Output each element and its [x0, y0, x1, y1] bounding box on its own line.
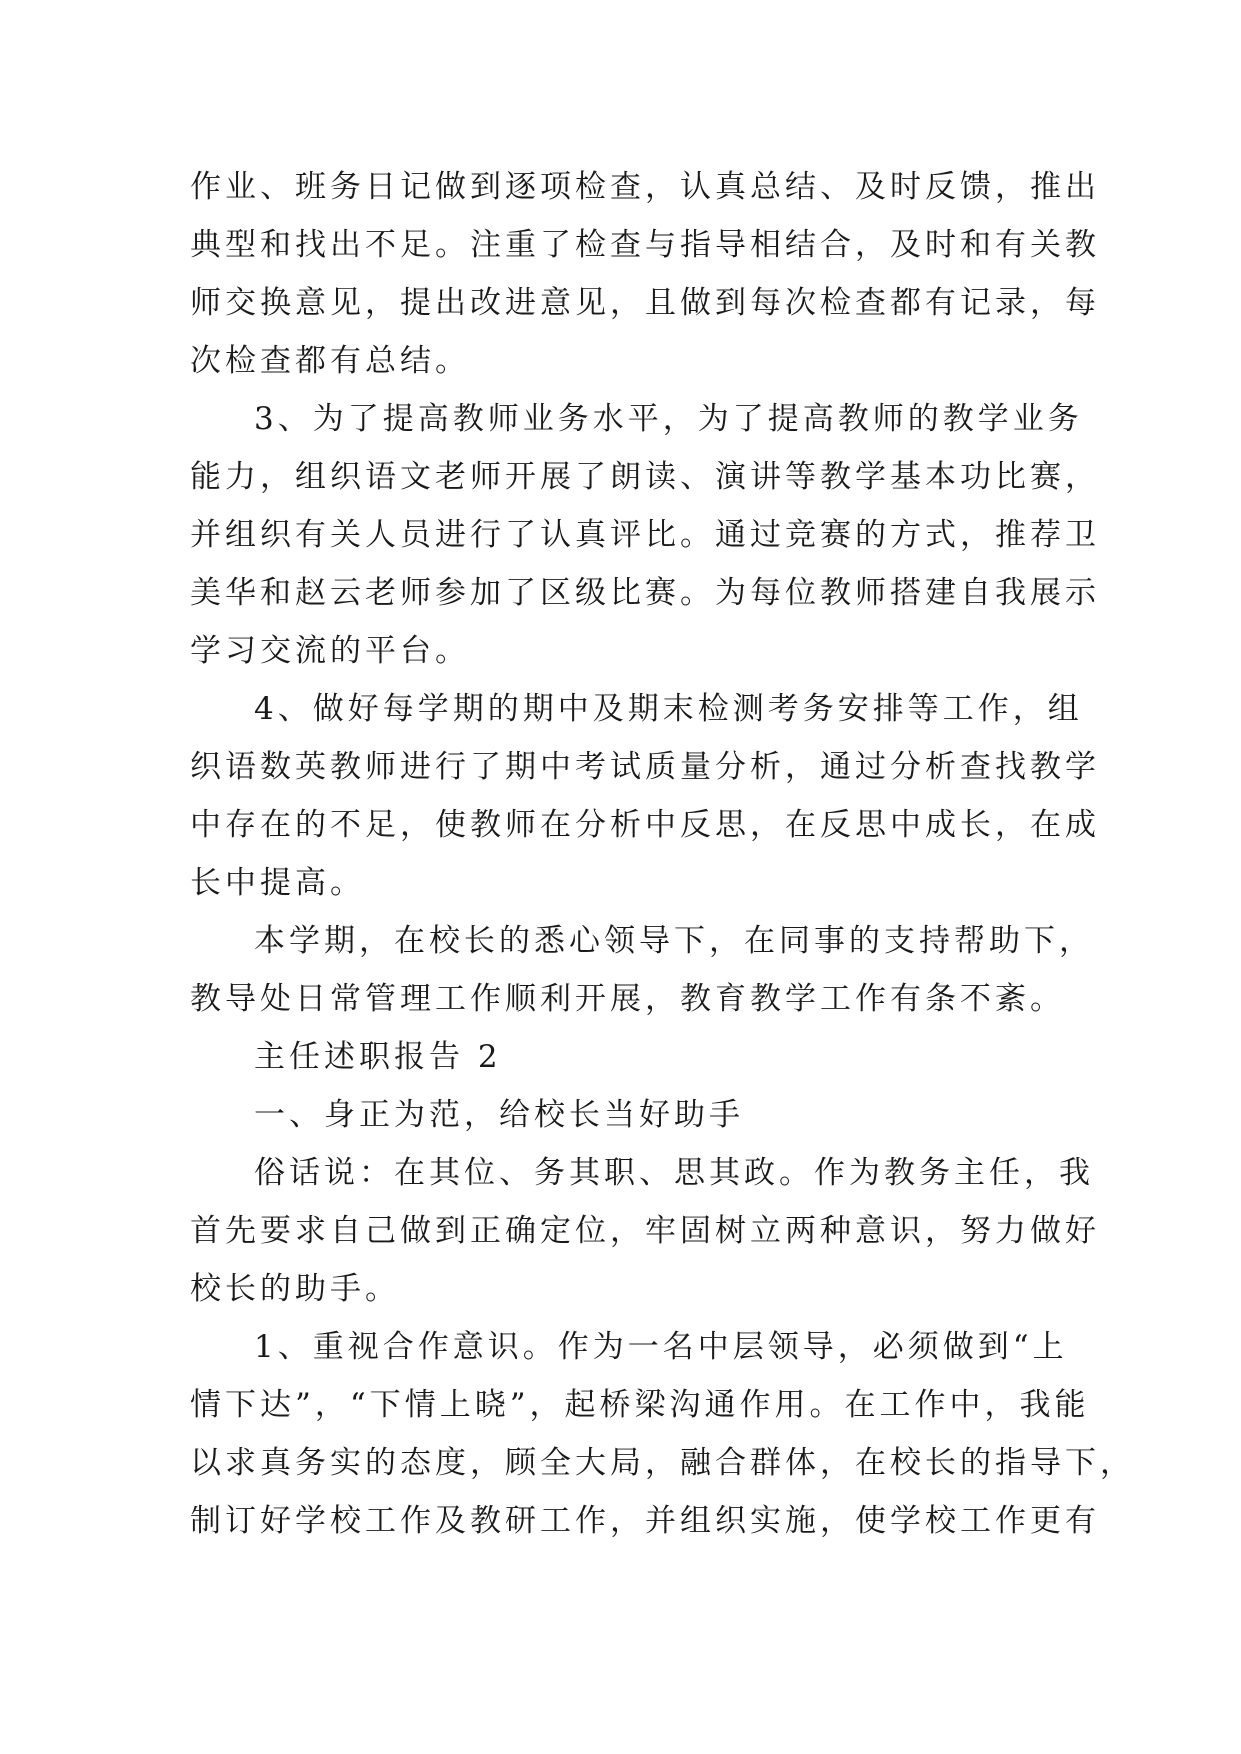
text-line: 次检查都有总结。	[190, 343, 470, 379]
text-line: 4、做好每学期的期中及期末检测考务安排等工作，组	[254, 691, 1083, 727]
text-line: 并组织有关人员进行了认真评比。通过竞赛的方式，推荐卫	[190, 517, 1100, 553]
text-line: 学习交流的平台。	[190, 633, 470, 669]
text-line: 1、重视合作意识。作为一名中层领导，必须做到“上	[254, 1329, 1068, 1365]
text-line: 一、身正为范，给校长当好助手	[254, 1097, 744, 1133]
text-line: 美华和赵云老师参加了区级比赛。为每位教师搭建自我展示	[190, 575, 1100, 611]
text-line: 俗话说：在其位、务其职、思其政。作为教务主任，我	[254, 1155, 1094, 1191]
text-line: 师交换意见，提出改进意见，且做到每次检查都有记录，每	[190, 285, 1100, 321]
text-line: 能力，组织语文老师开展了朗读、演讲等教学基本功比赛，	[190, 459, 1100, 495]
text-line: 情下达”，“下情上晓”，起桥梁沟通作用。在工作中，我能	[190, 1387, 1090, 1423]
text-line: 首先要求自己做到正确定位，牢固树立两种意识，努力做好	[190, 1213, 1100, 1249]
text-line: 作业、班务日记做到逐项检查，认真总结、及时反馈，推出	[190, 169, 1100, 205]
text-line: 校长的助手。	[190, 1271, 400, 1307]
text-line: 典型和找出不足。注重了检查与指导相结合，及时和有关教	[190, 227, 1100, 263]
text-line: 织语数英教师进行了期中考试质量分析，通过分析查找教学	[190, 749, 1100, 785]
document-body	[190, 158, 1135, 1550]
text-line: 长中提高。	[190, 865, 365, 901]
text-line: 主任述职报告 2	[254, 1039, 502, 1075]
text-line: 教导处日常管理工作顺利开展，教育教学工作有条不紊。	[190, 981, 1065, 1017]
text-line: 制订好学校工作及教研工作，并组织实施，使学校工作更有	[190, 1503, 1100, 1539]
text-line: 以求真务实的态度，顾全大局，融合群体，在校长的指导下，	[190, 1445, 1135, 1481]
text-line: 本学期，在校长的悉心领导下，在同事的支持帮助下，	[254, 923, 1094, 959]
text-line: 3、为了提高教师业务水平，为了提高教师的教学业务	[254, 401, 1083, 437]
text-line: 中存在的不足，使教师在分析中反思，在反思中成长，在成	[190, 807, 1100, 843]
